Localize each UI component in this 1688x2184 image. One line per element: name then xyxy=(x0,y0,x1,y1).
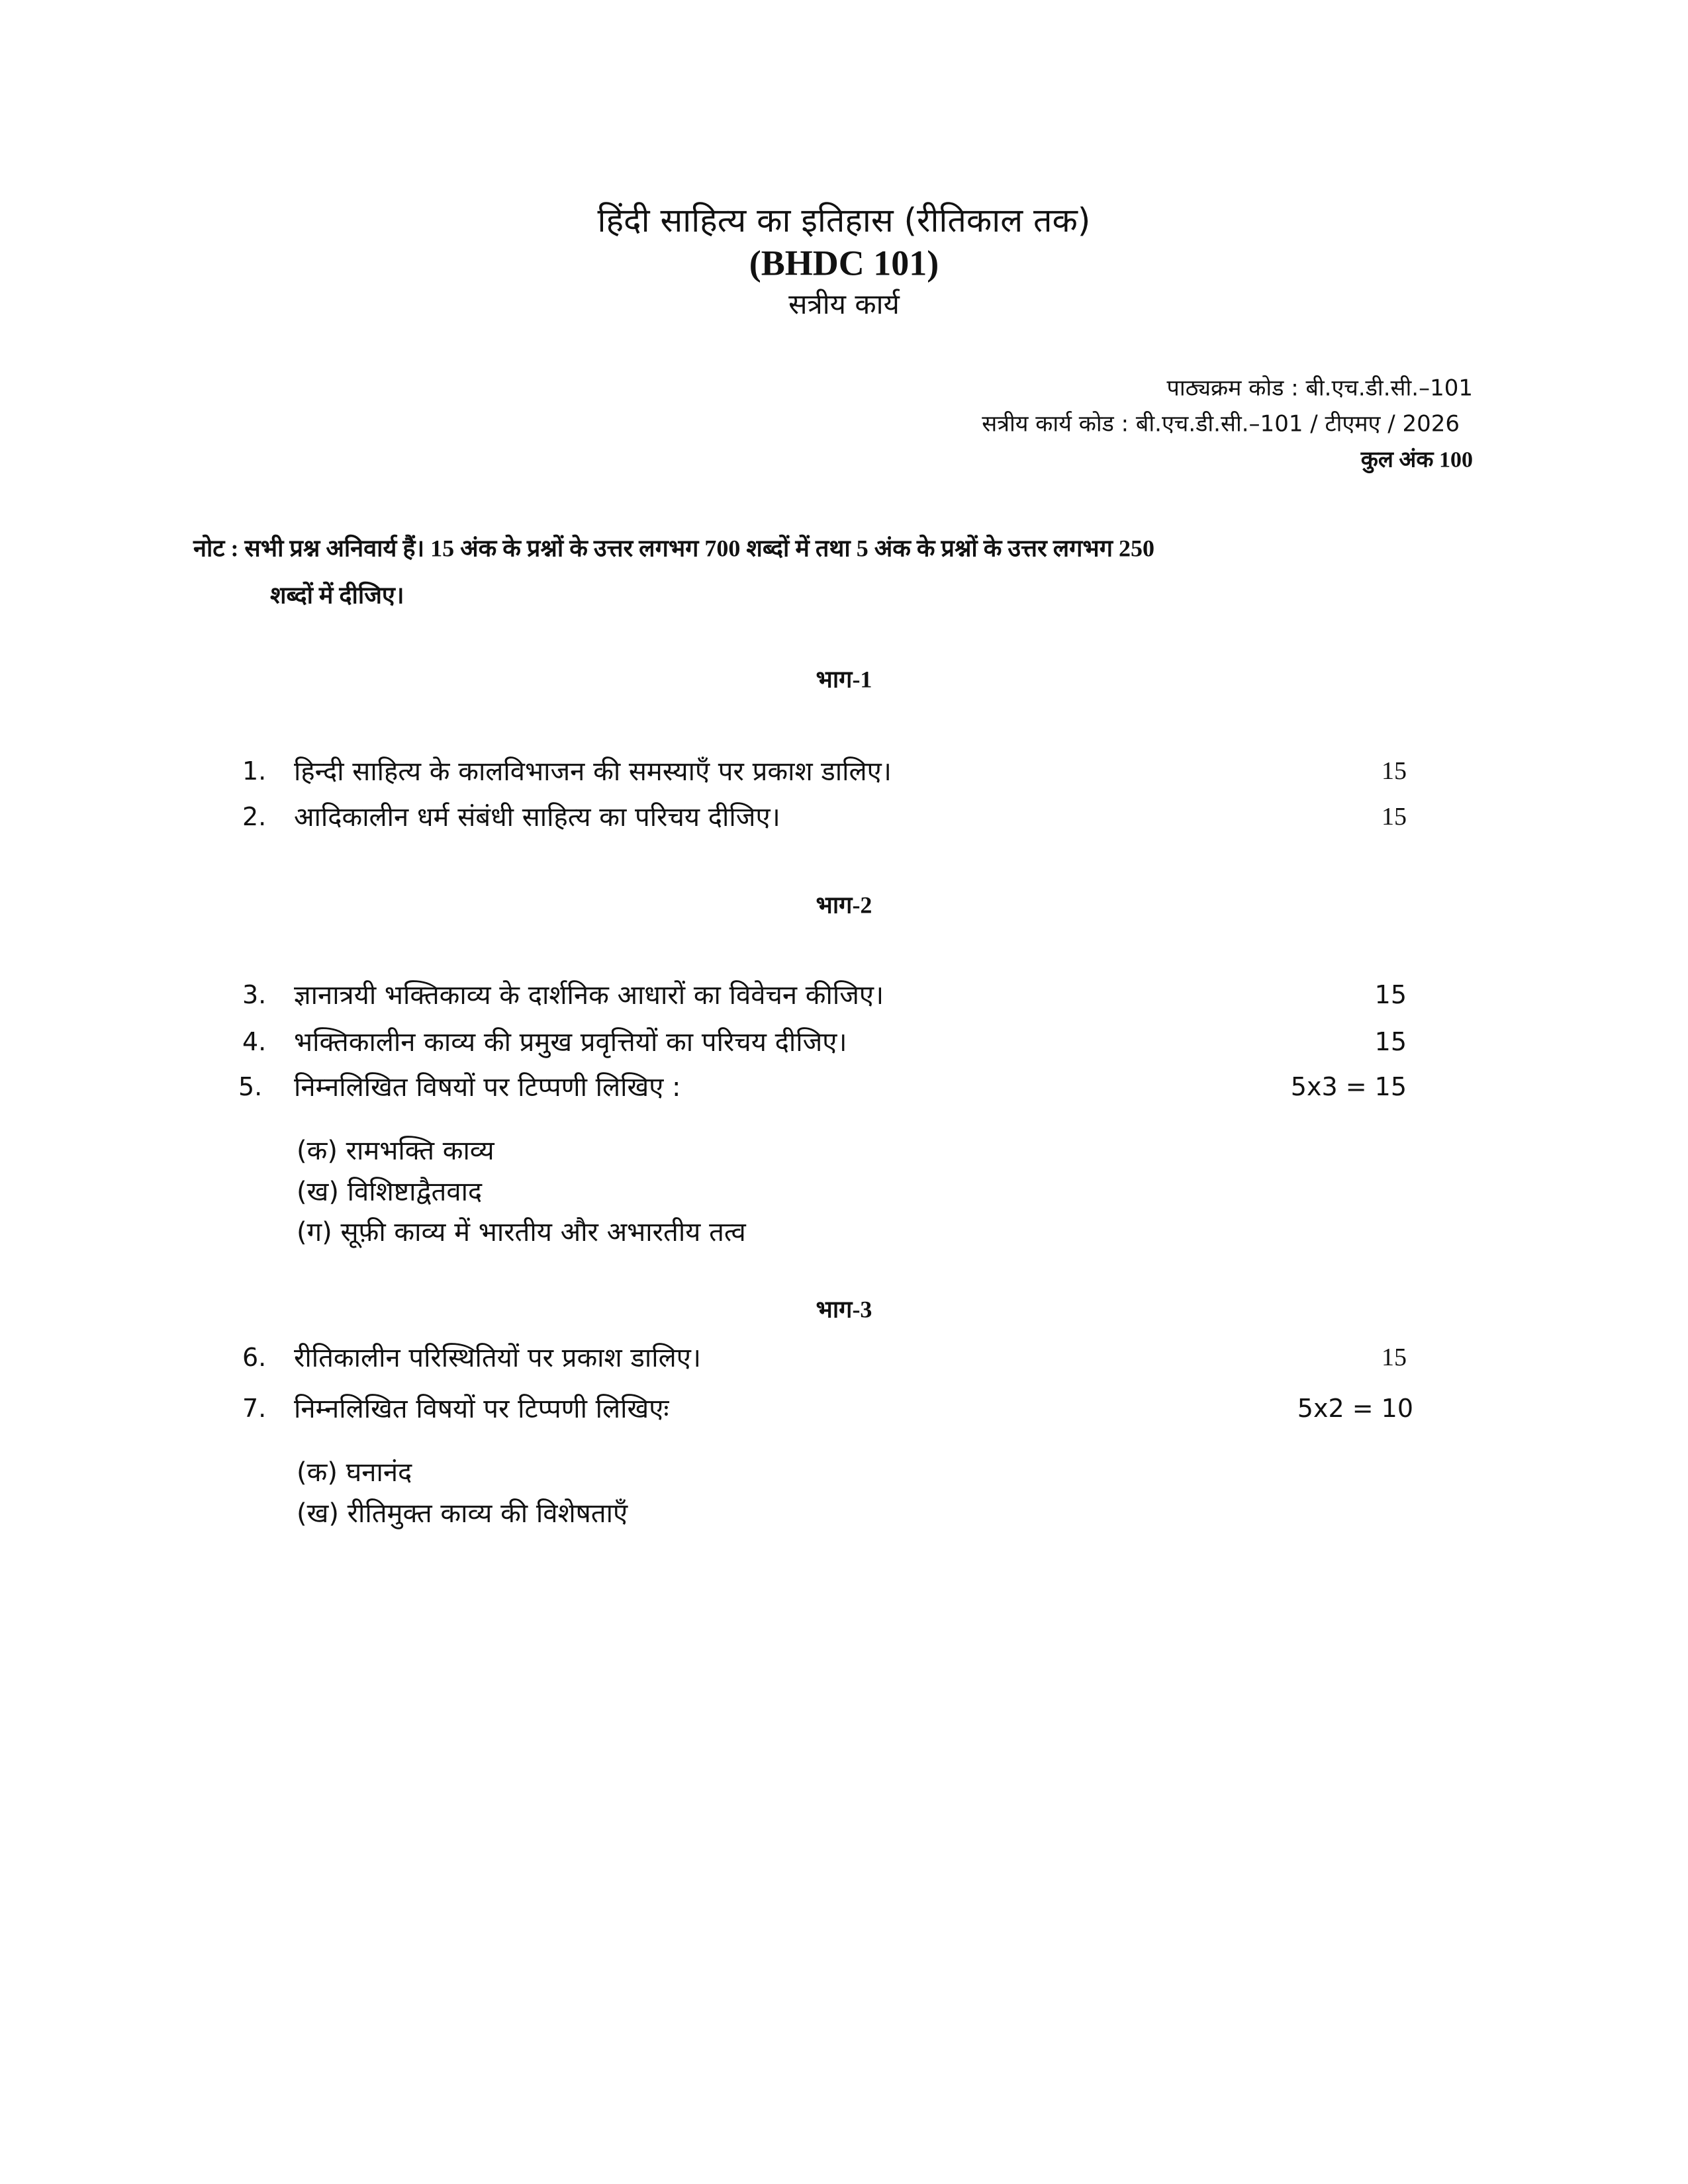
note-line-2: शब्दों में दीजिए। xyxy=(270,582,404,609)
question-text: निम्नलिखित विषयों पर टिप्पणी लिखिएः xyxy=(294,1394,669,1424)
question-text: ज्ञानात्रयी भक्तिकाव्य के दार्शनिक आधारों का विवेचन कीजिए। xyxy=(294,980,884,1011)
question-marks: 5x2 = 10 xyxy=(1297,1394,1413,1424)
total-marks: कुल अंक 100 xyxy=(1360,447,1473,473)
question-text: निम्नलिखित विषयों पर टिप्पणी लिखिए : xyxy=(294,1072,681,1103)
course-code-heading: (BHDC 101) xyxy=(749,243,939,283)
question-number: 7. xyxy=(242,1394,267,1424)
question-marks: 15 xyxy=(1382,803,1407,831)
question-number: 5. xyxy=(238,1072,263,1102)
section-heading: भाग-3 xyxy=(816,1296,872,1323)
document-title: हिंदी साहित्य का इतिहास (रीतिकाल तक) xyxy=(597,201,1091,240)
sub-item: (ग) सूफ़ी काव्य में भारतीय और अभारतीय तत्व xyxy=(297,1217,746,1248)
assignment-code: सत्रीय कार्य कोड : बी.एच.डी.सी.–101 / टीएमए / 2026 xyxy=(982,410,1460,437)
note-line-1: नोट : सभी प्रश्न अनिवार्य हैं। 15 अंक के प्रश्नों के उत्तर लगभग 700 शब्दों में तथा 5 अंक के प्रश्नों के उत्तर लगभग 250 xyxy=(193,535,1154,562)
document-subtitle: सत्रीय कार्य xyxy=(788,287,900,320)
section-heading: भाग-1 xyxy=(816,666,872,693)
question-marks: 15 xyxy=(1382,757,1407,786)
question-marks: 5x3 = 15 xyxy=(1290,1072,1407,1102)
course-code: पाठ्यक्रम कोड : बी.एच.डी.सी.–101 xyxy=(1166,375,1473,402)
section-heading: भाग-2 xyxy=(816,891,872,919)
question-marks: 15 xyxy=(1374,1027,1407,1057)
question-text: भक्तिकालीन काव्य की प्रमुख प्रवृत्तियों का परिचय दीजिए। xyxy=(294,1027,847,1058)
question-number: 6. xyxy=(242,1343,267,1373)
sub-item: (ख) विशिष्टाद्वैतवाद xyxy=(297,1177,483,1207)
question-number: 3. xyxy=(242,980,267,1010)
question-number: 1. xyxy=(242,756,267,786)
question-text: रीतिकालीन परिस्थितियों पर प्रकाश डालिए। xyxy=(294,1343,701,1373)
question-marks: 15 xyxy=(1382,1343,1407,1372)
question-marks: 15 xyxy=(1374,980,1407,1010)
sub-item: (ख) रीतिमुक्त काव्य की विशेषताएँ xyxy=(297,1498,628,1529)
question-text: हिन्दी साहित्य के कालविभाजन की समस्याएँ पर प्रकाश डालिए। xyxy=(294,756,892,787)
sub-item: (क) घनानंद xyxy=(297,1457,412,1488)
question-number: 4. xyxy=(242,1027,267,1057)
sub-item: (क) रामभक्ति काव्य xyxy=(297,1136,494,1166)
question-text: आदिकालीन धर्म संबंधी साहित्य का परिचय दीजिए। xyxy=(294,802,780,833)
question-number: 2. xyxy=(242,802,267,832)
